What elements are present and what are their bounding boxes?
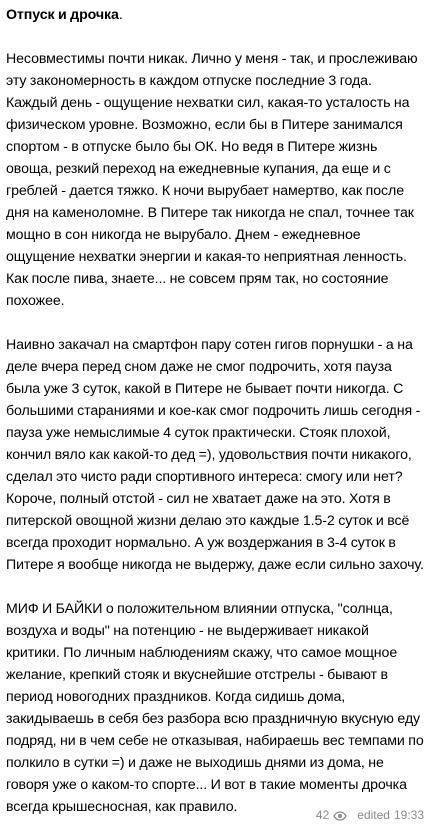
view-count: 42	[315, 808, 330, 822]
post-title: Отпуск и дрочка	[6, 7, 119, 23]
post-paragraph-1: Несовместимы почти никак. Лично у меня - так, и прослеживаю эту закономерность в каждом отпуске последние 3 года. Каждый день - ощущение нехватки сил, какая-то усталость на физическом уровне. Возможно, если бы в Питере занимался спортом - в отпуске было бы ОК. Но ведя в Питере жизнь овоща, резкий переход на ежедневные купания, да еще и с греблей - дается тяжко. К ночи вырубает намертво, как после дня на каменоломне. В Питере так никогда не спал, точнее так мощно в сон никогда не вырубало. Днем - ежедневное ощущение нехватки энергии и какая-то неприятная ленность. Как после пива, знаете... не совсем прям так, но состояние похожее.	[6, 51, 418, 309]
post-title-suffix: .	[118, 7, 123, 23]
edited-label: edited	[357, 808, 390, 822]
post-text	[6, 4, 426, 818]
post-time: 19:33	[393, 808, 424, 822]
post-title-line	[6, 4, 426, 26]
post-footer	[316, 808, 424, 822]
post-paragraph-3: МИФ И БАЙКИ о положительном влиянии отпуска, "солнца, воздуха и воды" на потенцию - не выдерживает никакой критики. По личным наблюдениям скажу, что самое мощное желание, крепкий стояк и вкуснейшие отстрелы - бывают в период новогодних праздников. Когда сидишь дома, закидываешь в себя без разбора всю праздничную вкусную еду подряд, ни в чем себе не отказывая, набираешь вес темпами по полкило в сутки =) и даже не выходишь днями из дома, не говоря уже о каком-то спорте... И вот в такие моменты дрочка всегда крышесносная, как правило.	[6, 601, 424, 815]
post-paragraph-2: Наивно закачал на смартфон пару сотен гигов порнушки - а на деле вчера перед сном даже не смог подрочить, хотя пауза была уже 3 суток, какой в Питере не бывает почти никогда. С большими стараниями и кое-как смог подрочить лишь сегодня - пауза уже немыслимые 4 суток практически. Стояк плохой, кончил вяло как какой-то дед =), удовольствия почти никакого, сделал это чисто ради спортивного интереса: смогу или нет? Короче, полный отстой - сил не хватает даже на это. Хотя в питерской овощной жизни делаю это каждые 1.5-2 суток и всё всегда проходит нормально. А уж воздержания в 3-4 суток в Питере я вообще никогда не выдержу, даже если сильно захочу.	[6, 337, 424, 573]
eye-icon	[333, 810, 347, 820]
